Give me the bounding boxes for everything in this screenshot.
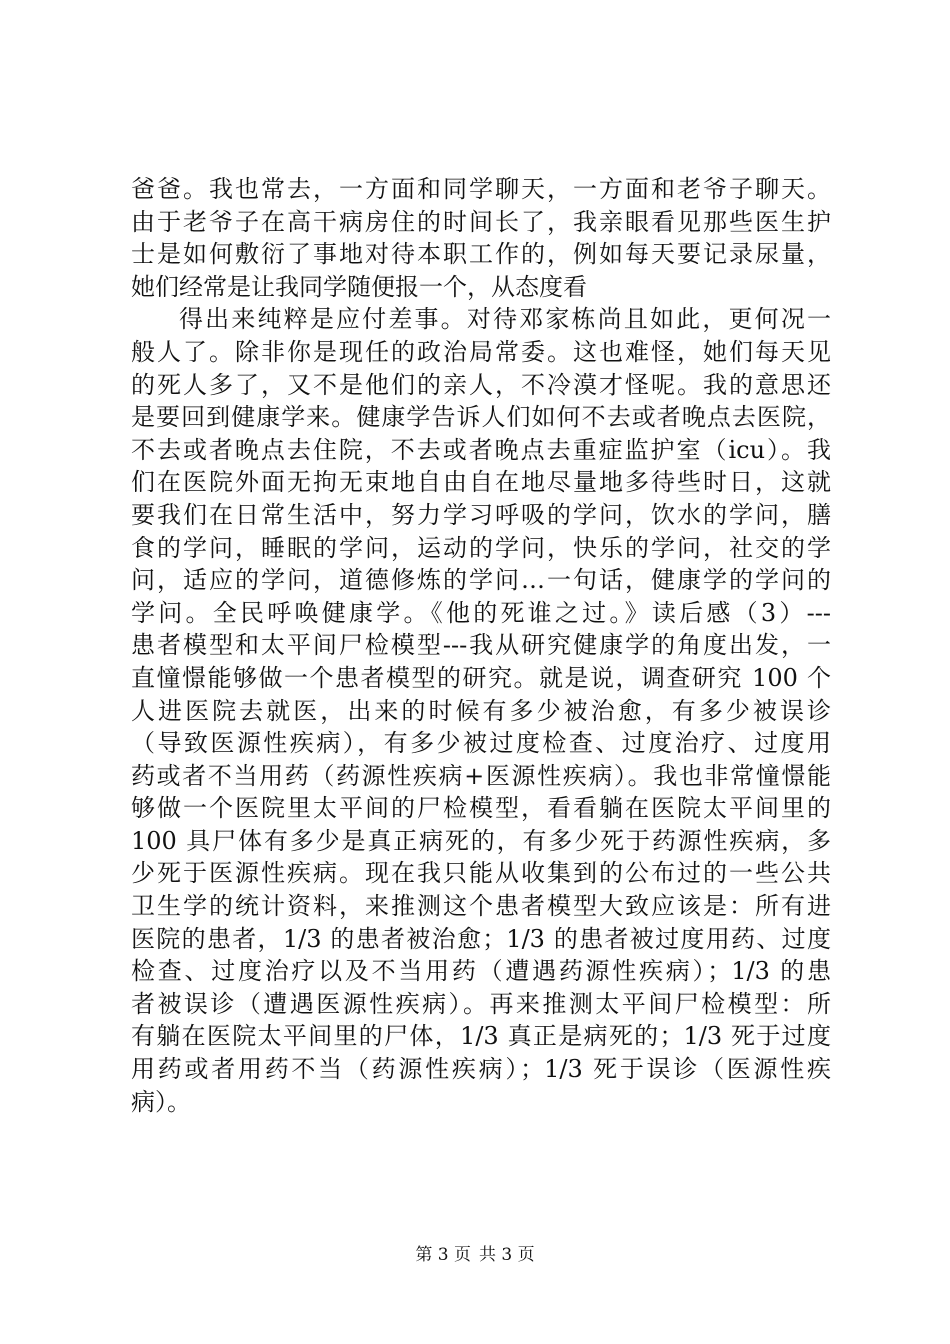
text-line: 的死人多了，又不是他们的亲人，不冷漠才怪呢。我的意思还 — [131, 370, 831, 399]
page-number: 第 3 页 — [415, 1245, 471, 1265]
text-line: 是要回到健康学来。健康学告诉人们如何不去或者晚点去医院， — [131, 403, 831, 432]
text-line: 学问。全民呼唤健康学。《他的死谁之过。》读后感（3）--- — [131, 598, 831, 627]
text-line: 直憧憬能够做一个患者模型的研究。就是说，调查研究 100 个 — [131, 663, 831, 692]
text-line: 爸爸。我也常去，一方面和同学聊天，一方面和老爷子聊天。 — [131, 175, 831, 203]
text-line: 要我们在日常生活中，努力学习呼吸的学问，饮水的学问，膳 — [131, 500, 831, 529]
text-line: 们在医院外面无拘无束地自由自在地尽量地多待些时日，这就 — [131, 468, 831, 497]
text-line: 人进医院去就医，出来的时候有多少被治愈，有多少被误诊 — [131, 696, 831, 725]
text-line: 问，适应的学问，道德修炼的学问…一句话，健康学的学问的 — [131, 566, 831, 595]
text-line: 少死于医源性疾病。现在我只能从收集到的公布过的一些公共 — [131, 859, 831, 888]
text-line: 者被误诊（遭遇医源性疾病）。再来推测太平间尸检模型：所 — [131, 989, 831, 1018]
text-line: 得出来纯粹是应付差事。对待邓家栋尚且如此，更何况一 — [179, 305, 831, 334]
text-line: 食的学问，睡眠的学问，运动的学问，快乐的学问，社交的学 — [131, 533, 831, 562]
text-line: 病）。 — [131, 1087, 191, 1116]
text-line: 由于老爷子在高干病房住的时间长了，我亲眼看见那些医生护 — [131, 207, 831, 236]
text-line: 有躺在医院太平间里的尸体，1/3 真正是病死的；1/3 死于过度 — [131, 1022, 831, 1051]
body-text — [131, 173, 831, 1118]
text-line: 不去或者晚点去住院，不去或者晚点去重症监护室（icu）。我 — [131, 435, 831, 464]
text-line: 士是如何敷衍了事地对待本职工作的，例如每天要记录尿量， — [131, 240, 831, 269]
text-line: 100 具尸体有多少是真正病死的，有多少死于药源性疾病，多 — [131, 826, 831, 855]
text-line: 卫生学的统计资料，来推测这个患者模型大致应该是：所有进 — [131, 892, 831, 921]
text-line: 检查、过度治疗以及不当用药（遭遇药源性疾病）；1/3 的患 — [131, 957, 831, 986]
text-line: 用药或者用药不当（药源性疾病）；1/3 死于误诊（医源性疾 — [131, 1055, 831, 1084]
page-total: 共 3 页 — [479, 1245, 535, 1265]
text-line: 够做一个医院里太平间的尸检模型，看看躺在医院太平间里的 — [131, 794, 831, 823]
page-footer — [0, 1244, 950, 1266]
text-line: 她们经常是让我同学随便报一个，从态度看 — [131, 272, 587, 301]
text-line: （导致医源性疾病），有多少被过度检查、过度治疗、过度用 — [131, 729, 831, 758]
text-line: 医院的患者，1/3 的患者被治愈；1/3 的患者被过度用药、过度 — [131, 924, 831, 953]
text-line: 患者模型和太平间尸检模型---我从研究健康学的角度出发，一 — [131, 631, 831, 660]
text-line: 般人了。除非你是现任的政治局常委。这也难怪，她们每天见 — [131, 337, 831, 366]
text-line: 药或者不当用药（药源性疾病+医源性疾病）。我也非常憧憬能 — [131, 761, 831, 790]
